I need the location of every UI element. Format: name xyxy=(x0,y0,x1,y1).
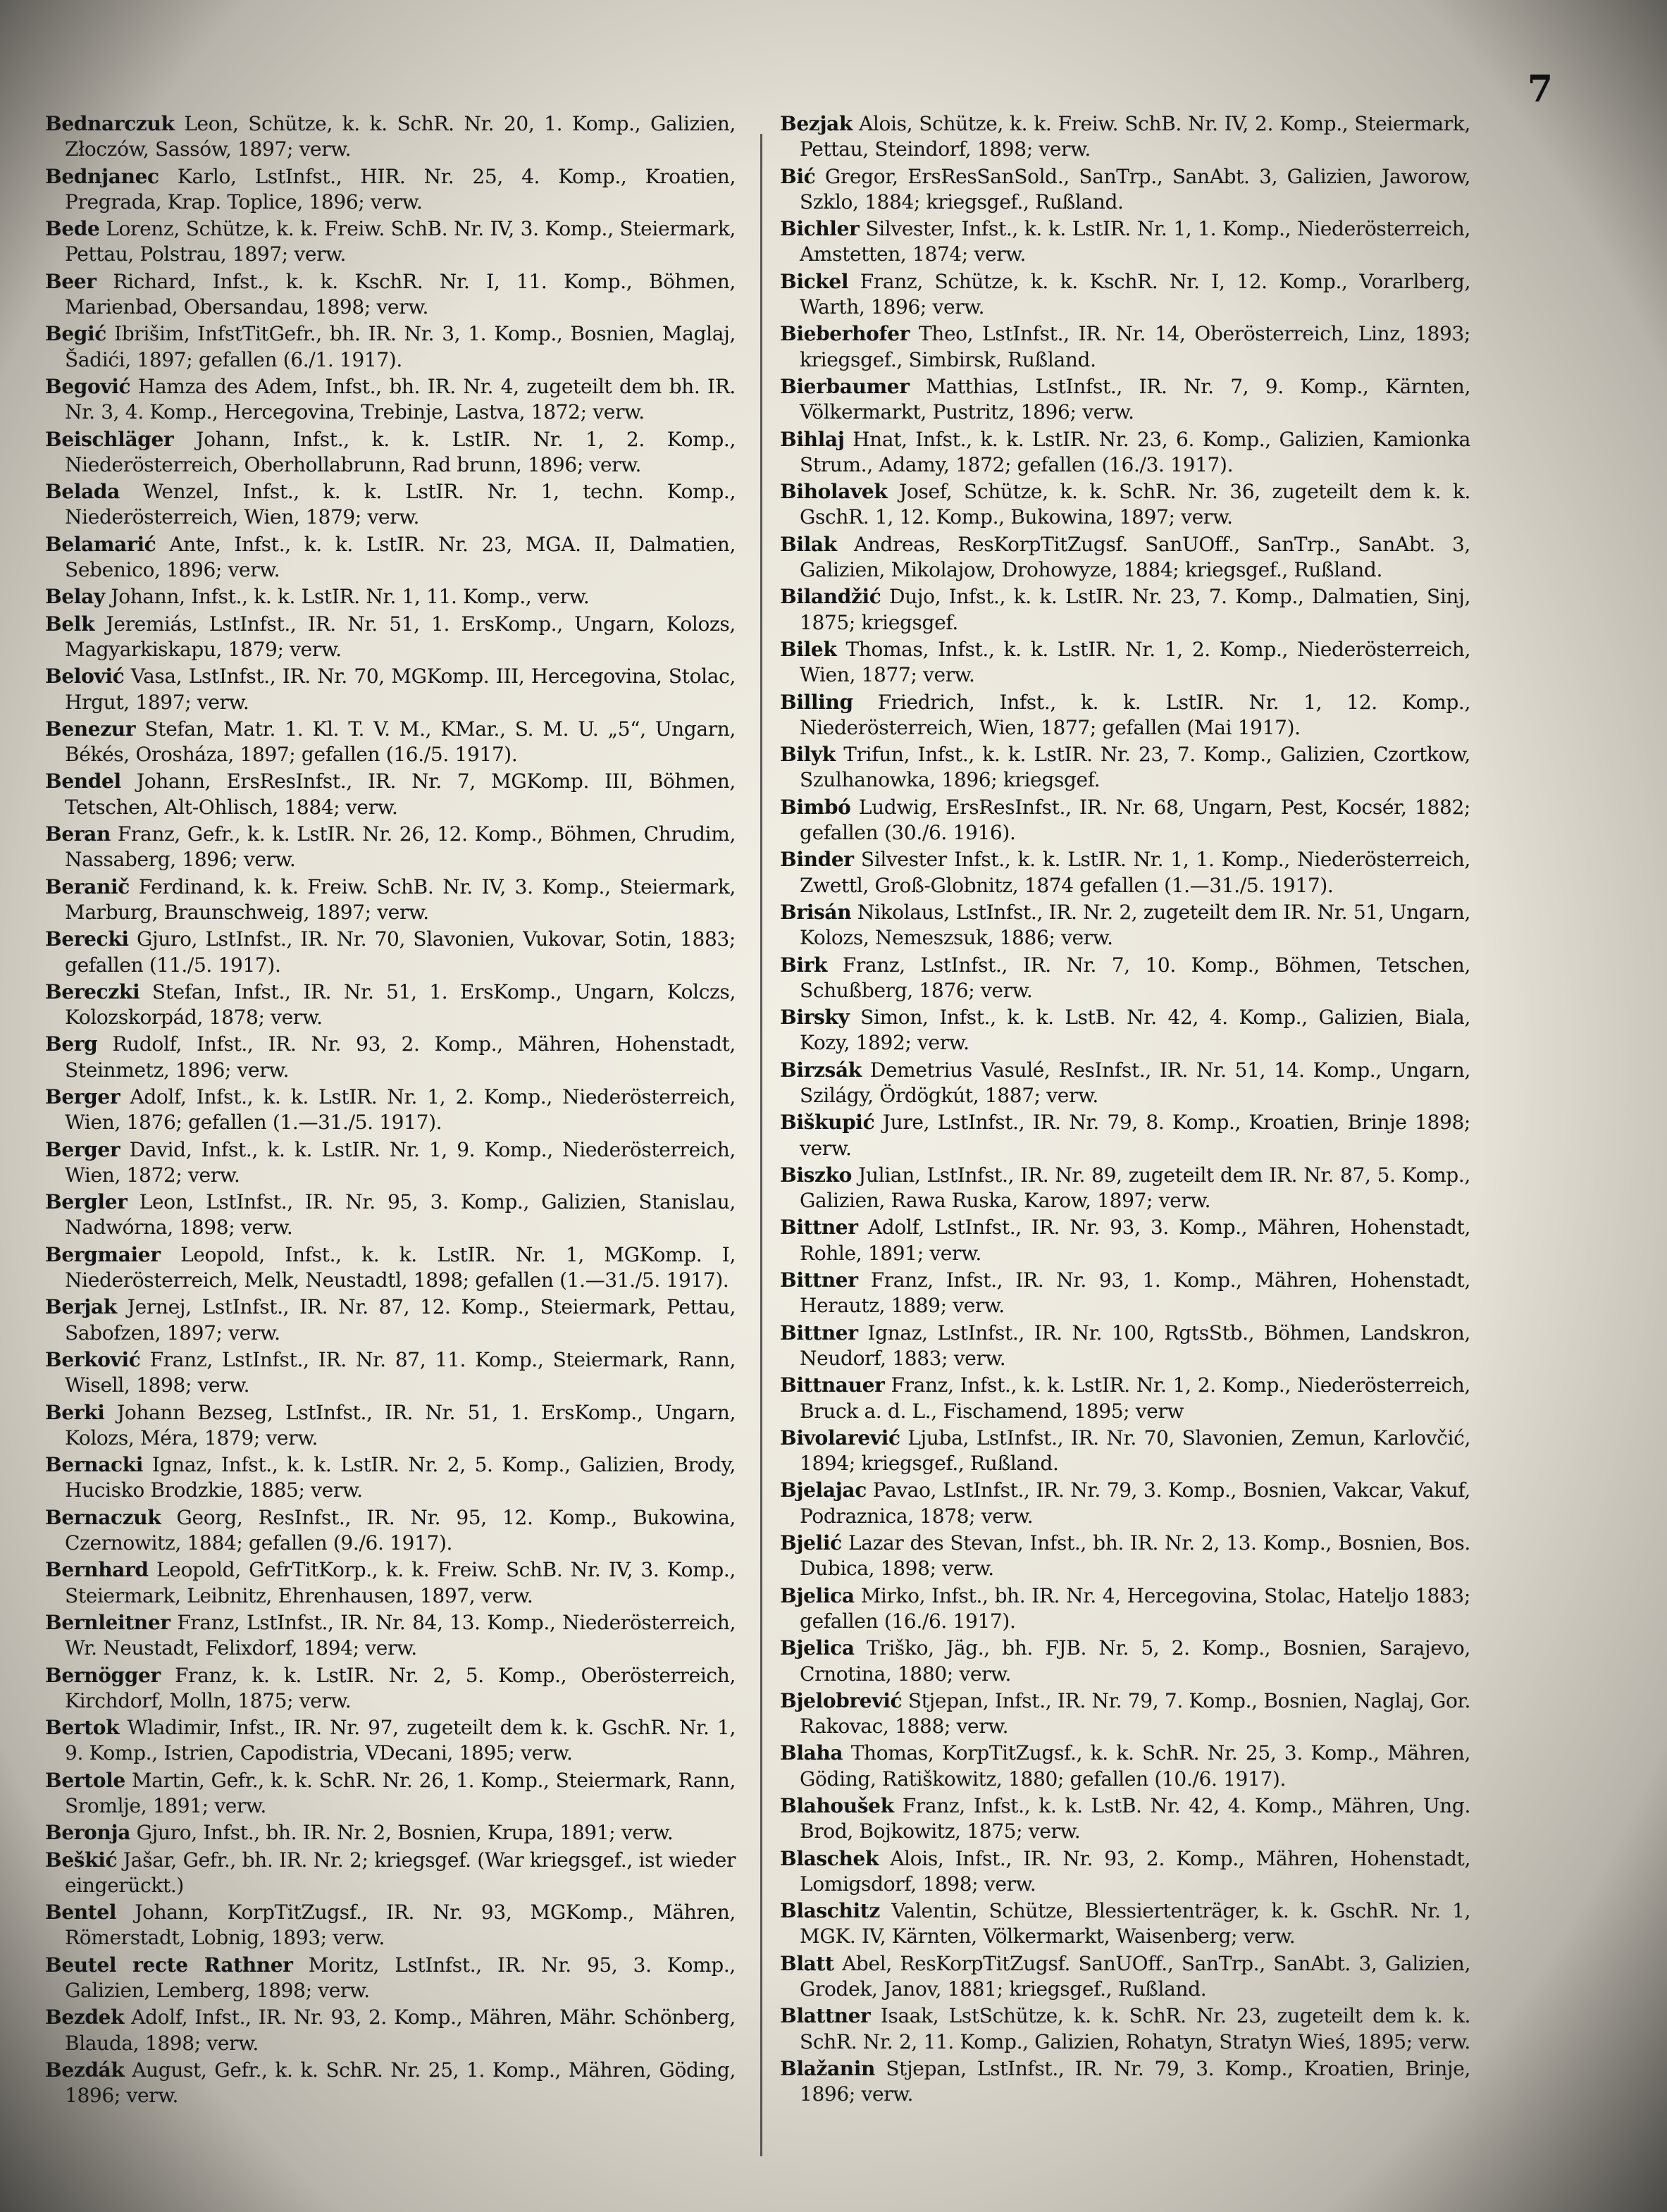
entry-details: Franz, Infst., k. k. LstIR. Nr. 1, 2. Komp., Niederösterreich, Bruck a. d. L., Fischamend, 1895; verw xyxy=(800,1373,1470,1423)
entry-details: Jašar, Gefr., bh. IR. Nr. 2; kriegsgef. (War kriegsgef., ist wieder eingerückt.) xyxy=(65,1848,736,1897)
entry-surname: Bjelica xyxy=(780,1583,855,1607)
entry-details: Leon, LstInfst., IR. Nr. 95, 3. Komp., Galizien, Stanislau, Nadwórna, 1898; verw. xyxy=(65,1190,736,1240)
entry-details: Adolf, LstInfst., IR. Nr. 93, 3. Komp., Mähren, Hohenstadt, Rohle, 1891; verw. xyxy=(800,1216,1470,1265)
roster-entry xyxy=(780,584,1470,636)
entry-surname: Belay xyxy=(45,585,105,609)
entry-surname: Bjelobrević xyxy=(780,1688,903,1712)
entry-details: Leon, Schütze, k. k. SchR. Nr. 20, 1. Komp., Galizien, Złoczów, Sassów, 1897; verw. xyxy=(65,112,736,161)
roster-entry xyxy=(780,269,1470,321)
entry-surname: Bernacki xyxy=(45,1453,144,1477)
entry-details: Richard, Infst., k. k. KschR. Nr. I, 11. Komp., Böhmen, Marienbad, Obersandau, 1898; verw. xyxy=(65,269,736,319)
entry-details: Julian, LstInfst., IR. Nr. 89, zugeteilt dem IR. Nr. 87, 5. Komp., Galizien, Rawa Ruska, Karow, 1897; verw. xyxy=(800,1163,1470,1213)
entry-details: Johann Bezseg, LstInfst., IR. Nr. 51, 1. ErsKomp., Ungarn, Kolozs, Méra, 1879; verw. xyxy=(65,1400,736,1450)
entry-details: Franz, Infst., IR. Nr. 93, 1. Komp., Mähren, Hohenstadt, Herautz, 1889; verw. xyxy=(800,1268,1470,1318)
entry-surname: Bivolarević xyxy=(780,1426,900,1450)
entry-surname: Bernleitner xyxy=(45,1610,171,1634)
entry-surname: Belada xyxy=(45,480,120,504)
roster-entry xyxy=(45,1610,736,1662)
entry-surname: Bittner xyxy=(780,1268,858,1292)
roster-entry xyxy=(45,1347,736,1399)
entry-surname: Bieberhofer xyxy=(780,322,910,346)
entry-details: Wladimir, Infst., IR. Nr. 97, zugeteilt dem k. k. GschR. Nr. 1, 9. Komp., Istrien, Capodistria, VDecani, 1895; verw. xyxy=(65,1716,736,1765)
entry-surname: Bertok xyxy=(45,1716,120,1740)
entry-surname: Birk xyxy=(780,953,828,977)
entry-details: Ante, Infst., k. k. LstIR. Nr. 23, MGA. II, Dalmatien, Sebenico, 1896; verw. xyxy=(65,532,736,582)
roster-entry xyxy=(45,1032,736,1083)
entry-details: Ljuba, LstInfst., IR. Nr. 70, Slavonien, Zemun, Karlovčić, 1894; kriegsgef., Rußland. xyxy=(800,1426,1470,1476)
entry-details: Johann, Infst., k. k. LstIR. Nr. 1, 11. Komp., verw. xyxy=(111,585,590,609)
entry-details: Abel, ResKorpTitZugsf. SanUOff., SanTrp., SanAbt. 3, Galizien, Grodek, Janov, 1881; kriegsgef., Rußland. xyxy=(800,1951,1470,2001)
entry-details: Rudolf, Infst., IR. Nr. 93, 2. Komp., Mähren, Hohenstadt, Steinmetz, 1896; verw. xyxy=(65,1032,736,1082)
roster-entry xyxy=(45,479,736,531)
entry-details: Ludwig, ErsResInfst., IR. Nr. 68, Ungarn, Pest, Kocsér, 1882; gefallen (30./6. 1916). xyxy=(800,795,1470,845)
entry-details: Simon, Infst., k. k. LstB. Nr. 42, 4. Komp., Galizien, Biala, Kozy, 1892; verw. xyxy=(800,1006,1470,1055)
entry-surname: Berjak xyxy=(45,1295,117,1319)
entry-details: Silvester, Infst., k. k. LstIR. Nr. 1, 1. Komp., Niederösterreich, Amstetten, 1874; verw. xyxy=(800,217,1470,266)
roster-entry xyxy=(780,1951,1470,2003)
entry-details: Franz, LstInfst., IR. Nr. 84, 13. Komp., Niederösterreich, Wr. Neustadt, Felixdorf, 1894; verw. xyxy=(65,1610,736,1660)
entry-details: Leopold, GefrTitKorp., k. k. Freiw. SchB. Nr. IV, 3. Komp., Steiermark, Leibnitz, Ehrenhausen, 1897, verw. xyxy=(65,1558,736,1607)
entry-details: Silvester Infst., k. k. LstIR. Nr. 1, 1. Komp., Niederösterreich, Zwettl, Groß-Globnitz, 1874 gefallen (1.—31./5. 1917). xyxy=(800,848,1470,897)
roster-entry xyxy=(45,216,736,268)
entry-details: Johann, KorpTitZugsf., IR. Nr. 93, MGKomp., Mähren, Römerstadt, Lobnig, 1893; verw. xyxy=(65,1901,736,1950)
entry-details: Leopold, Infst., k. k. LstIR. Nr. 1, MGKomp. I, Niederösterreich, Melk, Neustadtl, 1898; gefallen (1.—31./5. 1917). xyxy=(65,1242,736,1292)
roster-entry xyxy=(45,1768,736,1819)
roster-entry xyxy=(45,717,736,768)
entry-details: Andreas, ResKorpTitZugsf. SanUOff., SanTrp., SanAbt. 3, Galizien, Mikolajow, Drohowyze, 1884; kriegsgef., Rußland. xyxy=(800,532,1470,582)
entry-surname: Beer xyxy=(45,269,97,293)
entry-surname: Beischläger xyxy=(45,427,174,451)
roster-entry xyxy=(780,1793,1470,1845)
entry-surname: Berki xyxy=(45,1400,105,1424)
entry-surname: Bjelajac xyxy=(780,1478,867,1502)
entry-surname: Berger xyxy=(45,1137,120,1161)
entry-details: Hamza des Adem, Infst., bh. IR. Nr. 4, zugeteilt dem bh. IR. Nr. 3, 4. Komp., Hercegovina, Trebinje, Lastva, 1872; verw. xyxy=(65,374,736,424)
roster-entry xyxy=(45,2005,736,2056)
entry-surname: Beronja xyxy=(45,1821,131,1845)
roster-entry xyxy=(780,953,1470,1004)
entry-surname: Bimbó xyxy=(780,795,851,819)
entry-surname: Bickel xyxy=(780,269,849,293)
entry-details: Franz, LstInfst., IR. Nr. 87, 11. Komp., Steiermark, Rann, Wisell, 1898; verw. xyxy=(65,1347,736,1397)
entry-surname: Bittnauer xyxy=(780,1373,885,1397)
entry-details: Johann, Infst., k. k. LstIR. Nr. 1, 2. Komp., Niederösterreich, Oberhollabrunn, Rad brunn, 1896; verw. xyxy=(65,427,736,476)
entry-details: Theo, LstInfst., IR. Nr. 14, Oberösterreich, Linz, 1893; kriegsgef., Simbirsk, Rußland. xyxy=(800,322,1470,371)
entry-details: Alois, Schütze, k. k. Freiw. SchB. Nr. IV, 2. Komp., Steiermark, Pettau, Steindorf, 1898; verw. xyxy=(800,112,1470,161)
entry-surname: Bednjanec xyxy=(45,164,159,188)
entry-surname: Belović xyxy=(45,665,125,688)
entry-surname: Begić xyxy=(45,322,106,346)
entry-surname: Berg xyxy=(45,1032,98,1056)
roster-entry xyxy=(780,1268,1470,1319)
roster-entry xyxy=(45,875,736,926)
entry-surname: Blažanin xyxy=(780,2056,876,2080)
entry-surname: Bernögger xyxy=(45,1663,161,1687)
roster-entry xyxy=(780,1741,1470,1792)
entry-surname: Blaschek xyxy=(780,1846,879,1870)
entry-surname: Bergler xyxy=(45,1190,128,1214)
roster-entry xyxy=(780,1531,1470,1582)
roster-entry xyxy=(780,900,1470,951)
entry-surname: Bjelić xyxy=(780,1531,842,1555)
roster-entry xyxy=(780,1215,1470,1266)
roster-entry xyxy=(780,427,1470,478)
entry-details: Alois, Infst., IR. Nr. 93, 2. Komp., Mähren, Hohenstadt, Lomigsdorf, 1898; verw. xyxy=(800,1846,1470,1896)
roster-entry xyxy=(45,927,736,978)
roster-entry xyxy=(45,1452,736,1504)
entry-surname: Bede xyxy=(45,217,100,241)
entry-surname: Beutel recte Rathner xyxy=(45,1953,293,1977)
left-column xyxy=(45,111,736,2111)
entry-details: Martin, Gefr., k. k. SchR. Nr. 26, 1. Komp., Steiermark, Rann, Sromlje, 1891; verw. xyxy=(65,1768,736,1817)
roster-entry xyxy=(780,1688,1470,1740)
entry-details: Dujo, Infst., k. k. LstIR. Nr. 23, 7. Komp., Dalmatien, Sinj, 1875; kriegsgef. xyxy=(800,585,1470,634)
roster-entry xyxy=(45,1848,736,1899)
entry-surname: Berković xyxy=(45,1347,141,1371)
entry-surname: Bezjak xyxy=(780,112,853,135)
entry-details: Gjuro, LstInfst., IR. Nr. 70, Slavonien, Vukovar, Sotin, 1883; gefallen (11./5. 1917). xyxy=(65,927,736,977)
roster-entry xyxy=(45,822,736,873)
roster-entry xyxy=(780,1636,1470,1687)
entry-surname: Bilandžić xyxy=(780,585,881,609)
roster-entry xyxy=(780,690,1470,741)
roster-entry xyxy=(45,1505,736,1557)
entry-surname: Bernaczuk xyxy=(45,1505,161,1529)
entry-surname: Berecki xyxy=(45,927,129,951)
entry-details: Franz, Schütze, k. k. KschR. Nr. I, 12. Komp., Vorarlberg, Warth, 1896; verw. xyxy=(800,269,1470,319)
roster-entry xyxy=(780,1846,1470,1898)
entry-surname: Blaschitz xyxy=(780,1899,880,1923)
entry-details: Karlo, LstInfst., HIR. Nr. 25, 4. Komp., Kroatien, Pregrada, Krap. Toplice, 1896; verw. xyxy=(65,164,736,214)
roster-entry xyxy=(780,1898,1470,1950)
roster-entry xyxy=(45,1557,736,1609)
entry-details: Lorenz, Schütze, k. k. Freiw. SchB. Nr. IV, 3. Komp., Steiermark, Pettau, Polstrau, 1897; verw. xyxy=(65,217,736,266)
entry-surname: Bednarczuk xyxy=(45,112,175,135)
entry-surname: Blattner xyxy=(780,2004,871,2028)
roster-entry xyxy=(780,374,1470,426)
entry-surname: Bezdek xyxy=(45,2006,125,2029)
entry-details: Pavao, LstInfst., IR. Nr. 79, 3. Komp., Bosnien, Vakcar, Vakuf, Podraznica, 1878; verw. xyxy=(800,1478,1470,1528)
entry-surname: Belk xyxy=(45,612,95,636)
entry-surname: Blaha xyxy=(780,1741,843,1765)
entry-surname: Blatt xyxy=(780,1951,834,1975)
roster-entry xyxy=(45,769,736,820)
roster-entry xyxy=(780,2056,1470,2108)
entry-details: Lazar des Stevan, Infst., bh. IR. Nr. 2, 13. Komp., Bosnien, Bos. Dubica, 1898; verw. xyxy=(800,1531,1470,1581)
entry-surname: Birsky xyxy=(780,1006,850,1030)
roster-entry xyxy=(780,216,1470,268)
entry-surname: Bilyk xyxy=(780,743,836,767)
entry-surname: Bilek xyxy=(780,637,837,661)
roster-entry xyxy=(780,1478,1470,1529)
entry-details: Gregor, ErsResSanSold., SanTrp., SanAbt. 3, Galizien, Jaworow, Szklo, 1884; kriegsgef., Rußland. xyxy=(800,164,1470,214)
entry-details: Hnat, Infst., k. k. LstIR. Nr. 23, 6. Komp., Galizien, Kamionka Strum., Adamy, 1872; gefallen (16./3. 1917). xyxy=(800,427,1470,476)
roster-entry xyxy=(780,637,1470,688)
entry-details: Adolf, Infst., k. k. LstIR. Nr. 1, 2. Komp., Niederösterreich, Wien, 1876; gefallen (1.—31./5. 1917). xyxy=(65,1085,736,1135)
roster-entry xyxy=(45,1715,736,1767)
right-column xyxy=(780,111,1470,2109)
roster-entry xyxy=(45,1242,736,1294)
entry-details: Trifun, Infst., k. k. LstIR. Nr. 23, 7. Komp., Galizien, Czortkow, Szulhanowka, 1896; kriegsgef. xyxy=(800,743,1470,792)
entry-details: David, Infst., k. k. LstIR. Nr. 1, 9. Komp., Niederösterreich, Wien, 1872; verw. xyxy=(65,1137,736,1187)
roster-entry xyxy=(45,1820,736,1846)
roster-entry xyxy=(780,1321,1470,1372)
roster-entry xyxy=(45,111,736,163)
entry-surname: Bittner xyxy=(780,1216,858,1240)
entry-details: Demetrius Vasulé, ResInfst., IR. Nr. 51, 14. Komp., Ungarn, Szilágy, Ördögkút, 1887; verw. xyxy=(800,1058,1471,1107)
roster-entry xyxy=(780,1373,1470,1424)
entry-details: Jeremiás, LstInfst., IR. Nr. 51, 1. ErsKomp., Ungarn, Kolozs, Magyarkiskapu, 1879; verw. xyxy=(65,612,736,661)
entry-details: Triško, Jäg., bh. FJB. Nr. 5, 2. Komp., Bosnien, Sarajevo, Crnotina, 1880; verw. xyxy=(800,1636,1470,1686)
roster-entry xyxy=(45,321,736,373)
entry-details: Ferdinand, k. k. Freiw. SchB. Nr. IV, 3. Komp., Steiermark, Marburg, Braunschweig, 1897; verw. xyxy=(65,875,736,924)
entry-surname: Bić xyxy=(780,164,816,188)
entry-details: Matthias, LstInfst., IR. Nr. 7, 9. Komp., Kärnten, Völkermarkt, Pustritz, 1896; verw. xyxy=(800,374,1470,424)
entry-surname: Bertole xyxy=(45,1768,125,1792)
entry-surname: Bihlaj xyxy=(780,427,845,451)
entry-surname: Beranič xyxy=(45,875,130,898)
roster-entry xyxy=(45,1663,736,1714)
entry-surname: Beškić xyxy=(45,1848,118,1872)
entry-details: Mirko, Infst., bh. IR. Nr. 4, Hercegovina, Stolac, Hateljo 1883; gefallen (16./6. 1917). xyxy=(800,1583,1470,1633)
entry-surname: Berger xyxy=(45,1085,120,1108)
entry-details: August, Gefr., k. k. SchR. Nr. 25, 1. Komp., Mähren, Göding, 1896; verw. xyxy=(65,2058,736,2108)
roster-entry xyxy=(45,164,736,216)
entry-surname: Belamarić xyxy=(45,532,156,556)
entry-details: Nikolaus, LstInfst., IR. Nr. 2, zugeteilt dem IR. Nr. 51, Ungarn, Kolozs, Nemeszsuk, 1886; verw. xyxy=(800,900,1470,950)
entry-details: Vasa, LstInfst., IR. Nr. 70, MGKomp. III, Hercegovina, Stolac, Hrgut, 1897; verw. xyxy=(65,665,736,714)
entry-details: Ibrišim, InfstTitGefr., bh. IR. Nr. 3, 1. Komp., Bosnien, Maglaj, Šadići, 1897; gefallen (6./1. 1917). xyxy=(65,322,736,371)
entry-details: Isaak, LstSchütze, k. k. SchR. Nr. 23, zugeteilt dem k. k. SchR. Nr. 2, 11. Komp., Galizien, Rohatyn, Stratyn Wieś, 1895; verw. xyxy=(800,2004,1470,2053)
roster-entry xyxy=(780,1583,1470,1635)
entry-surname: Bentel xyxy=(45,1901,117,1924)
entry-details: Stjepan, Infst., IR. Nr. 79, 7. Komp., Bosnien, Naglaj, Gor. Rakovac, 1888; verw. xyxy=(800,1688,1470,1738)
entry-details: Wenzel, Infst., k. k. LstIR. Nr. 1, techn. Komp., Niederösterreich, Wien, 1879; verw. xyxy=(65,480,736,529)
entry-details: Valentin, Schütze, Blessiertenträger, k. k. GschR. Nr. 1, MGK. IV, Kärnten, Völkermarkt, Waisenberg; verw. xyxy=(800,1899,1470,1948)
roster-entry xyxy=(45,1400,736,1452)
entry-details: Gjuro, Infst., bh. IR. Nr. 2, Bosnien, Krupa, 1891; verw. xyxy=(136,1821,674,1845)
roster-entry xyxy=(780,795,1470,846)
entry-surname: Bierbaumer xyxy=(780,374,910,398)
entry-details: Johann, ErsResInfst., IR. Nr. 7, MGKomp. III, Böhmen, Tetschen, Alt-Ohlisch, 1884; verw. xyxy=(65,770,736,819)
roster-entry xyxy=(45,1190,736,1241)
roster-entry xyxy=(45,532,736,583)
entry-surname: Beran xyxy=(45,822,111,846)
entry-details: Moritz, LstInfst., IR. Nr. 95, 3. Komp., Galizien, Lemberg, 1898; verw. xyxy=(65,1953,736,2003)
entry-surname: Bernhard xyxy=(45,1558,149,1582)
entry-surname: Bereczki xyxy=(45,980,140,1003)
entry-surname: Biszko xyxy=(780,1163,852,1187)
entry-details: Thomas, KorpTitZugsf., k. k. SchR. Nr. 25, 3. Komp., Mähren, Göding, Ratiškowitz, 1880; gefallen (10./6. 1917). xyxy=(800,1741,1470,1791)
roster-entry xyxy=(780,321,1470,373)
roster-entry xyxy=(45,1953,736,2004)
entry-details: Ignaz, LstInfst., IR. Nr. 100, RgtsStb., Böhmen, Landskron, Neudorf, 1883; verw. xyxy=(800,1321,1470,1370)
entry-surname: Biškupić xyxy=(780,1111,875,1135)
roster-entry xyxy=(780,847,1470,898)
entry-surname: Binder xyxy=(780,848,854,872)
roster-entry xyxy=(780,164,1470,216)
entry-surname: Bezdák xyxy=(45,2058,125,2082)
entry-details: Stjepan, LstInfst., IR. Nr. 79, 3. Komp., Kroatien, Brinje, 1896; verw. xyxy=(800,2056,1470,2106)
entry-details: Josef, Schütze, k. k. SchR. Nr. 36, zugeteilt dem k. k. GschR. 1, 12. Komp., Bukowina, 1897; verw. xyxy=(800,480,1470,529)
roster-entry xyxy=(780,1005,1470,1056)
roster-entry xyxy=(45,612,736,663)
roster-entry xyxy=(45,1295,736,1346)
roster-entry xyxy=(780,1163,1470,1214)
entry-details: Thomas, Infst., k. k. LstIR. Nr. 1, 2. Komp., Niederösterreich, Wien, 1877; verw. xyxy=(800,637,1470,687)
entry-surname: Birzsák xyxy=(780,1058,862,1082)
roster-entry xyxy=(780,2003,1470,2055)
roster-entry xyxy=(780,532,1470,583)
roster-entry xyxy=(45,1085,736,1136)
roster-entry xyxy=(45,664,736,715)
roster-entry xyxy=(780,1058,1470,1109)
entry-surname: Begović xyxy=(45,374,131,398)
roster-entry xyxy=(45,374,736,426)
roster-entry xyxy=(45,980,736,1031)
entry-surname: Benezur xyxy=(45,717,136,741)
column-divider xyxy=(760,134,762,2156)
entry-details: Adolf, Infst., IR. Nr. 93, 2. Komp., Mähren, Mähr. Schönberg, Blauda, 1898; verw. xyxy=(65,2006,736,2055)
roster-entry xyxy=(45,2058,736,2109)
entry-surname: Bjelica xyxy=(780,1636,855,1660)
entry-surname: Bittner xyxy=(780,1321,858,1345)
entry-details: Georg, ResInfst., IR. Nr. 95, 12. Komp., Bukowina, Czernowitz, 1884; gefallen (9./6. 1917). xyxy=(65,1505,736,1555)
entry-details: Franz, Gefr., k. k. LstIR. Nr. 26, 12. Komp., Böhmen, Chrudim, Nassaberg, 1896; verw. xyxy=(65,822,736,872)
roster-entry xyxy=(45,584,736,610)
entry-surname: Bendel xyxy=(45,770,121,793)
page-number: 7 xyxy=(1527,68,1553,111)
entry-surname: Brisán xyxy=(780,900,852,924)
entry-details: Franz, k. k. LstIR. Nr. 2, 5. Komp., Oberösterreich, Kirchdorf, Molln, 1875; verw. xyxy=(65,1663,736,1712)
entry-details: Stefan, Infst., IR. Nr. 51, 1. ErsKomp., Ungarn, Kolczs, Kolozskorpád, 1878; verw. xyxy=(65,980,736,1030)
entry-details: Jernej, LstInfst., IR. Nr. 87, 12. Komp., Steiermark, Pettau, Sabofzen, 1897; verw. xyxy=(65,1295,736,1345)
roster-entry xyxy=(45,1137,736,1189)
roster-entry xyxy=(45,427,736,478)
entry-details: Franz, LstInfst., IR. Nr. 7, 10. Komp., Böhmen, Tetschen, Schußberg, 1876; verw. xyxy=(800,953,1470,1002)
roster-entry xyxy=(780,1426,1470,1477)
roster-entry xyxy=(780,479,1470,531)
entry-details: Friedrich, Infst., k. k. LstIR. Nr. 1, 12. Komp., Niederösterreich, Wien, 1877; gefallen (Mai 1917). xyxy=(800,690,1470,739)
entry-details: Ignaz, Infst., k. k. LstIR. Nr. 2, 5. Komp., Galizien, Brody, Hucisko Brodzkie, 1885; verw. xyxy=(65,1453,736,1502)
roster-entry xyxy=(45,1900,736,1951)
roster-entry xyxy=(780,1110,1470,1161)
roster-entry xyxy=(780,742,1470,793)
roster-entry xyxy=(780,111,1470,163)
entry-surname: Bilak xyxy=(780,532,837,556)
roster-entry xyxy=(45,269,736,321)
entry-surname: Biholavek xyxy=(780,480,888,504)
entry-surname: Bichler xyxy=(780,217,860,241)
entry-surname: Blahoušek xyxy=(780,1794,894,1817)
entry-details: Stefan, Matr. 1. Kl. T. V. M., KMar., S. M. U. „5“, Ungarn, Békés, Orosháza, 1897; gefallen (16./5. 1917). xyxy=(65,717,736,767)
entry-surname: Billing xyxy=(780,690,853,714)
entry-details: Jure, LstInfst., IR. Nr. 79, 8. Komp., Kroatien, Brinje 1898; verw. xyxy=(800,1111,1470,1160)
entry-surname: Bergmaier xyxy=(45,1242,161,1266)
entry-details: Franz, Infst., k. k. LstB. Nr. 42, 4. Komp., Mähren, Ung. Brod, Bojkowitz, 1875; verw. xyxy=(800,1794,1470,1843)
